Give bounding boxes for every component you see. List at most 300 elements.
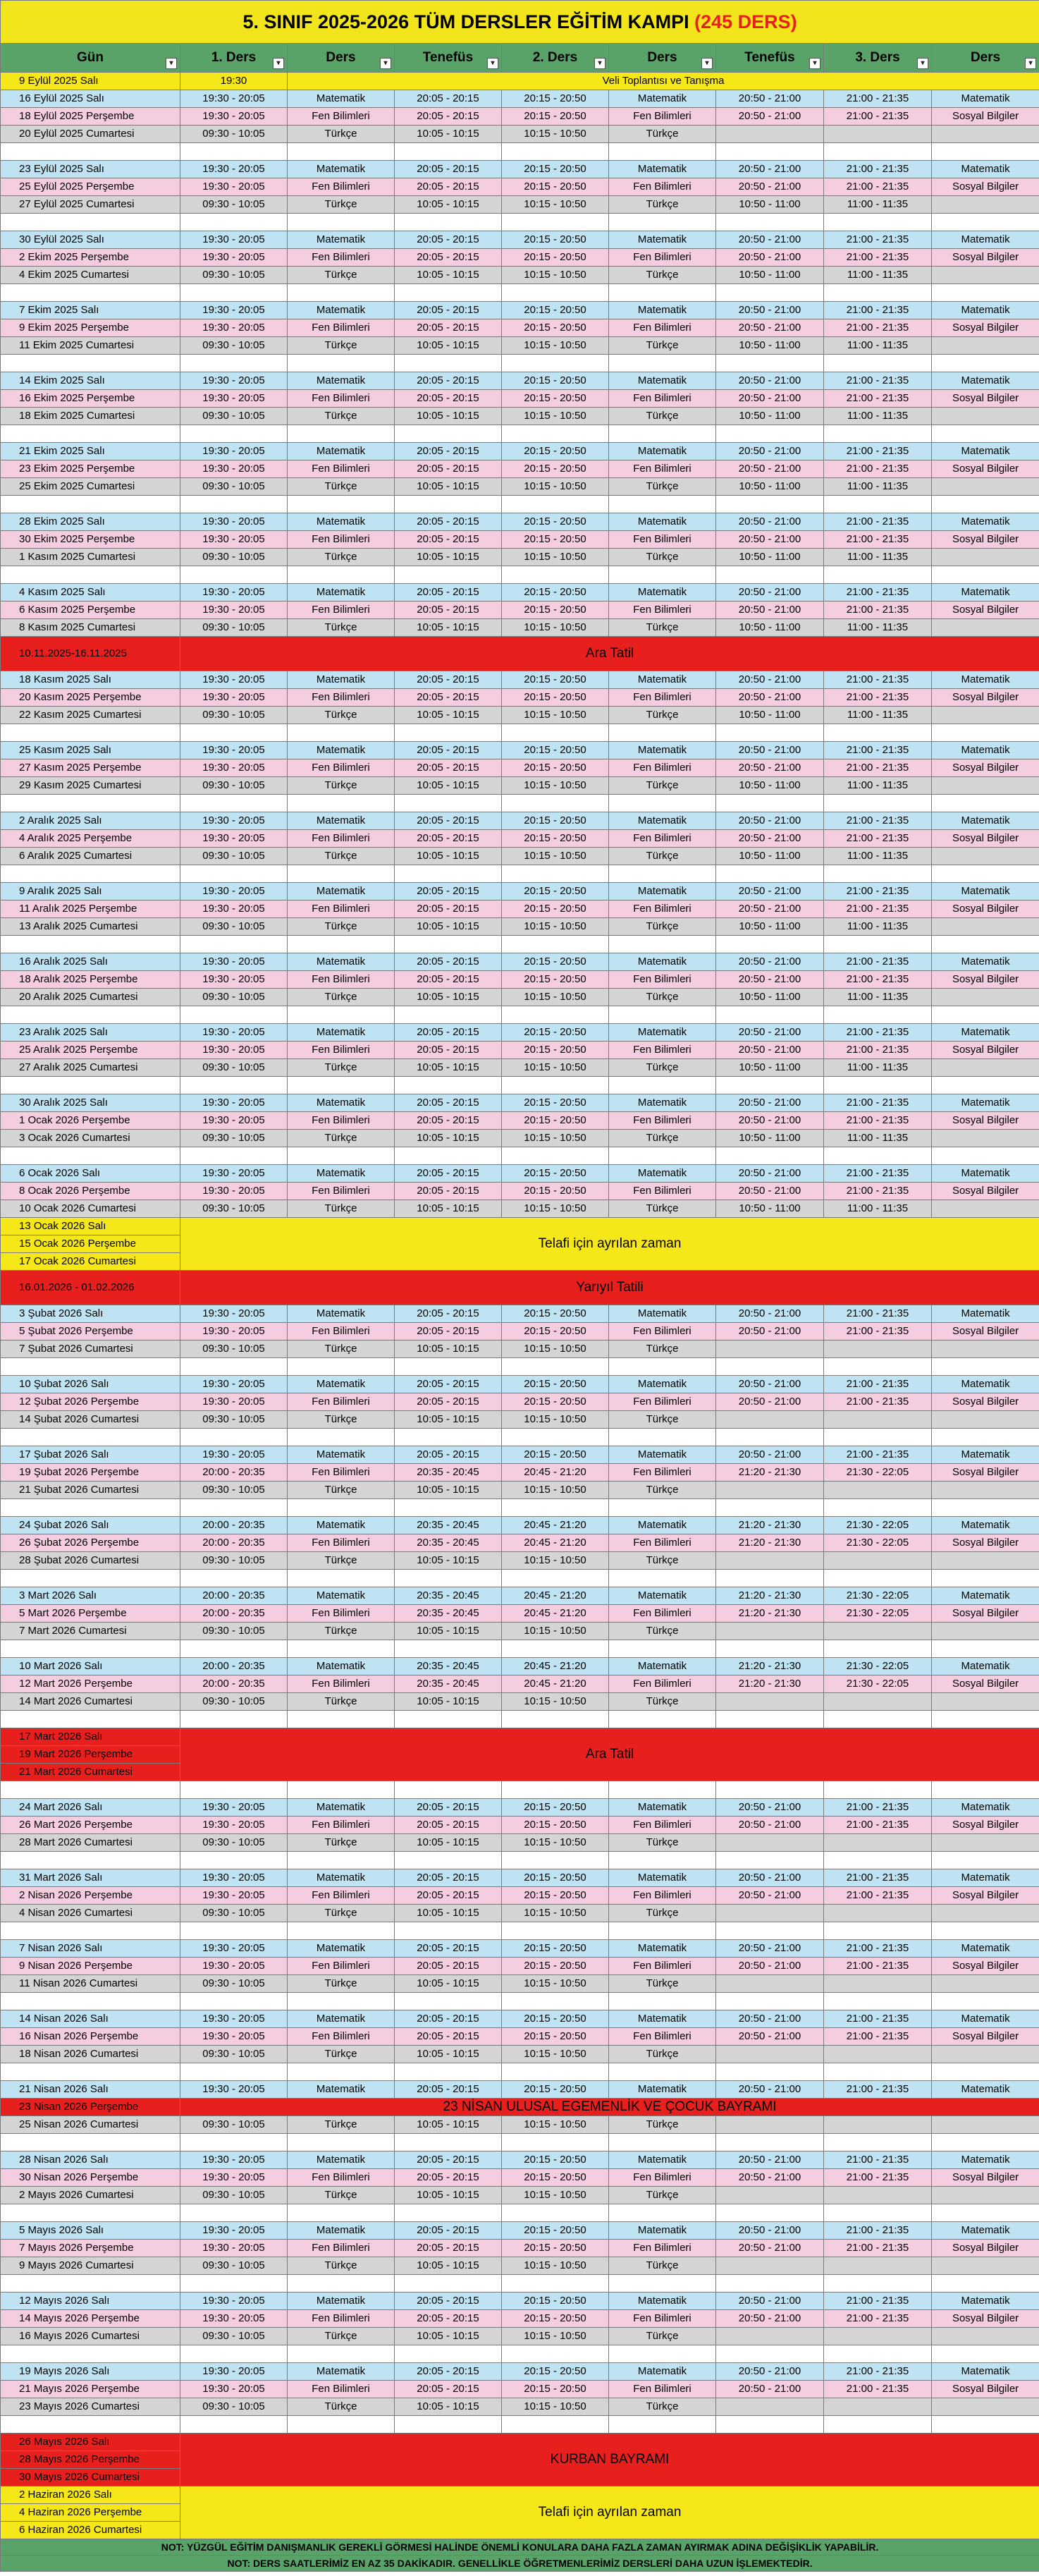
table-row xyxy=(1,1799,1039,1817)
cell-lesson-1-subject: Türkçe xyxy=(288,777,395,795)
table-row xyxy=(1,671,1039,689)
cell-lesson-2-time: 10:15 - 10:50 xyxy=(502,2257,609,2275)
cell-lesson-2-time: 20:15 - 20:50 xyxy=(502,883,609,901)
cell-lesson-1-subject: Türkçe xyxy=(288,2257,395,2275)
cell-break-2-time xyxy=(716,2257,824,2275)
empty-cell xyxy=(824,284,932,302)
empty-cell xyxy=(288,2275,395,2293)
cell-lesson-3-subject: Sosyal Bilgiler xyxy=(932,2169,1039,2187)
cell-lesson-3-subject: Sosyal Bilgiler xyxy=(932,1112,1039,1130)
empty-cell xyxy=(395,496,502,513)
cell-lesson-1-subject: Matematik xyxy=(288,1587,395,1605)
cell-lesson-3-time: 21:00 - 21:35 xyxy=(824,161,932,178)
empty-cell xyxy=(932,214,1039,231)
cell-lesson-2-subject: Fen Bilimleri xyxy=(609,2169,716,2187)
cell-lesson-1-subject: Fen Bilimleri xyxy=(288,1817,395,1834)
empty-cell xyxy=(932,795,1039,812)
cell-lesson-2-time: 20:15 - 20:50 xyxy=(502,2169,609,2187)
cell-lesson-3-time: 21:00 - 21:35 xyxy=(824,513,932,531)
empty-cell xyxy=(609,1852,716,1869)
cell-break-2-time: 20:50 - 21:00 xyxy=(716,2293,824,2310)
cell-lesson-3-time: 21:00 - 21:35 xyxy=(824,2222,932,2240)
empty-cell xyxy=(1,2345,180,2363)
cell-lesson-2-time: 10:15 - 10:50 xyxy=(502,408,609,425)
cell-lesson-1-time: 20:00 - 20:35 xyxy=(180,1658,288,1675)
cell-lesson-1-subject: Matematik xyxy=(288,1165,395,1183)
cell-lesson-3-subject: Matematik xyxy=(932,2151,1039,2169)
cell-lesson-1-subject: Matematik xyxy=(288,1376,395,1393)
empty-cell xyxy=(395,425,502,443)
empty-cell xyxy=(180,425,288,443)
cell-day: 21 Şubat 2026 Cumartesi xyxy=(1,1482,180,1499)
cell-break-2-time: 10:50 - 11:00 xyxy=(716,989,824,1006)
cell-lesson-3-subject: Matematik xyxy=(932,443,1039,460)
cell-lesson-3-subject xyxy=(932,1059,1039,1077)
cell-lesson-2-subject: Fen Bilimleri xyxy=(609,1887,716,1905)
empty-cell xyxy=(716,936,824,953)
table-row xyxy=(1,918,1039,936)
cell-lesson-2-time: 10:15 - 10:50 xyxy=(502,1834,609,1852)
cell-break-1-time: 10:05 - 10:15 xyxy=(395,2116,502,2134)
empty-cell xyxy=(502,2063,609,2081)
cell-lesson-1-subject: Türkçe xyxy=(288,1552,395,1570)
empty-cell xyxy=(932,143,1039,161)
cell-day: 20 Aralık 2025 Cumartesi xyxy=(1,989,180,1006)
cell-break-2-time xyxy=(716,1552,824,1570)
cell-lesson-1-subject: Fen Bilimleri xyxy=(288,1393,395,1411)
cell-lesson-3-subject xyxy=(932,2257,1039,2275)
empty-cell xyxy=(609,2345,716,2363)
cell-break-2-time: 20:50 - 21:00 xyxy=(716,1446,824,1464)
filter-dropdown-icon[interactable]: ▾ xyxy=(380,58,391,69)
empty-cell xyxy=(609,1499,716,1517)
cell-lesson-2-time: 20:15 - 20:50 xyxy=(502,161,609,178)
cell-break-1-time: 20:05 - 20:15 xyxy=(395,901,502,918)
cell-break-2-time xyxy=(716,1411,824,1429)
cell-day: 23 Aralık 2025 Salı xyxy=(1,1024,180,1042)
cell-day: 14 Mayıs 2026 Perşembe xyxy=(1,2310,180,2328)
cell-lesson-1-time: 19:30 - 20:05 xyxy=(180,1869,288,1887)
cell-lesson-2-subject: Türkçe xyxy=(609,918,716,936)
cell-break-1-time: 20:05 - 20:15 xyxy=(395,231,502,249)
cell-lesson-2-subject: Fen Bilimleri xyxy=(609,390,716,408)
cell-lesson-1-time: 20:00 - 20:35 xyxy=(180,1675,288,1693)
cell-break-1-time: 10:05 - 10:15 xyxy=(395,777,502,795)
table-row xyxy=(1,953,1039,971)
empty-cell xyxy=(1,1922,180,1940)
cell-lesson-1-subject: Türkçe xyxy=(288,1200,395,1218)
empty-cell xyxy=(609,1147,716,1165)
empty-cell xyxy=(609,425,716,443)
table-row xyxy=(1,337,1039,355)
spacer-row xyxy=(1,1429,1039,1446)
cell-day: 30 Eylül 2025 Salı xyxy=(1,231,180,249)
cell-lesson-2-time: 20:15 - 20:50 xyxy=(502,302,609,319)
cell-lesson-3-time: 21:30 - 22:05 xyxy=(824,1587,932,1605)
empty-cell xyxy=(395,1711,502,1728)
empty-cell xyxy=(609,355,716,372)
empty-cell xyxy=(502,566,609,584)
cell-lesson-3-time: 21:00 - 21:35 xyxy=(824,319,932,337)
cell-break-1-time: 10:05 - 10:15 xyxy=(395,478,502,496)
cell-break-1-time: 20:05 - 20:15 xyxy=(395,2310,502,2328)
table-row xyxy=(1,178,1039,196)
table-row xyxy=(1,1446,1039,1464)
empty-cell xyxy=(716,2204,824,2222)
cell-lesson-3-time xyxy=(824,2046,932,2063)
cell-lesson-1-subject: Matematik xyxy=(288,2363,395,2381)
empty-cell xyxy=(609,724,716,742)
cell-day: 4 Haziran 2026 Perşembe xyxy=(1,2504,180,2522)
table-row xyxy=(1,848,1039,865)
cell-lesson-2-time: 20:15 - 20:50 xyxy=(502,2010,609,2028)
title-main: 5. SINIF 2025-2026 TÜM DERSLER EĞİTİM KAMPI xyxy=(242,11,689,32)
empty-cell xyxy=(824,1147,932,1165)
cell-lesson-1-time: 09:30 - 10:05 xyxy=(180,2257,288,2275)
cell-lesson-3-time xyxy=(824,1552,932,1570)
cell-lesson-2-subject: Fen Bilimleri xyxy=(609,1464,716,1482)
cell-break-2-time: 10:50 - 11:00 xyxy=(716,848,824,865)
cell-lesson-2-subject: Türkçe xyxy=(609,848,716,865)
cell-lesson-3-subject: Matematik xyxy=(932,231,1039,249)
cell-lesson-2-subject: Türkçe xyxy=(609,196,716,214)
cell-lesson-2-subject: Matematik xyxy=(609,2010,716,2028)
cell-break-1-time: 10:05 - 10:15 xyxy=(395,2257,502,2275)
cell-lesson-1-subject: Matematik xyxy=(288,2151,395,2169)
cell-lesson-2-subject: Türkçe xyxy=(609,1200,716,1218)
cell-break-1-time: 10:05 - 10:15 xyxy=(395,1552,502,1570)
cell-day: 4 Nisan 2026 Cumartesi xyxy=(1,1905,180,1922)
cell-lesson-2-time: 20:15 - 20:50 xyxy=(502,1817,609,1834)
cell-break-2-time: 20:50 - 21:00 xyxy=(716,108,824,126)
empty-cell xyxy=(502,724,609,742)
cell-break-1-time: 20:05 - 20:15 xyxy=(395,390,502,408)
cell-lesson-2-time: 10:15 - 10:50 xyxy=(502,196,609,214)
cell-lesson-1-subject: Türkçe xyxy=(288,126,395,143)
empty-cell xyxy=(502,1993,609,2010)
cell-lesson-1-time: 19:30 - 20:05 xyxy=(180,178,288,196)
empty-cell xyxy=(824,2416,932,2434)
cell-break-1-time: 20:05 - 20:15 xyxy=(395,302,502,319)
cell-lesson-3-time: 11:00 - 11:35 xyxy=(824,989,932,1006)
empty-cell xyxy=(824,496,932,513)
cell-lesson-3-subject: Matematik xyxy=(932,1446,1039,1464)
cell-break-1-time: 20:05 - 20:15 xyxy=(395,1817,502,1834)
cell-break-1-time: 10:05 - 10:15 xyxy=(395,2046,502,2063)
spacer-row xyxy=(1,425,1039,443)
cell-lesson-3-time xyxy=(824,1834,932,1852)
cell-lesson-3-time: 21:00 - 21:35 xyxy=(824,953,932,971)
cell-lesson-3-subject: Matematik xyxy=(932,372,1039,390)
cell-lesson-1-time: 19:30 - 20:05 xyxy=(180,2028,288,2046)
empty-cell xyxy=(824,2345,932,2363)
cell-lesson-1-subject: Türkçe xyxy=(288,1482,395,1499)
cell-break-1-time: 20:05 - 20:15 xyxy=(395,2169,502,2187)
empty-cell xyxy=(395,1499,502,1517)
filter-dropdown-icon[interactable]: ▾ xyxy=(166,58,177,69)
cell-lesson-1-time: 19:30 - 20:05 xyxy=(180,602,288,619)
empty-cell xyxy=(609,1429,716,1446)
empty-cell xyxy=(180,865,288,883)
filter-dropdown-icon[interactable]: ▾ xyxy=(809,58,820,69)
cell-day: 12 Şubat 2026 Perşembe xyxy=(1,1393,180,1411)
cell-lesson-3-time: 21:00 - 21:35 xyxy=(824,1393,932,1411)
empty-cell xyxy=(1,214,180,231)
cell-day: 10 Mart 2026 Salı xyxy=(1,1658,180,1675)
empty-cell xyxy=(716,1006,824,1024)
empty-cell xyxy=(288,2345,395,2363)
cell-day: 3 Şubat 2026 Salı xyxy=(1,1305,180,1323)
empty-cell xyxy=(1,2063,180,2081)
cell-day: 9 Mayıs 2026 Cumartesi xyxy=(1,2257,180,2275)
cell-lesson-2-subject: Fen Bilimleri xyxy=(609,2240,716,2257)
table-row xyxy=(1,1059,1039,1077)
empty-cell xyxy=(824,1711,932,1728)
cell-day: 2 Mayıs 2026 Cumartesi xyxy=(1,2187,180,2204)
cell-break-1-time: 20:05 - 20:15 xyxy=(395,2222,502,2240)
cell-lesson-3-subject: Matematik xyxy=(932,513,1039,531)
empty-cell xyxy=(502,284,609,302)
table-row xyxy=(1,971,1039,989)
cell-lesson-3-subject xyxy=(932,337,1039,355)
cell-lesson-1-subject: Türkçe xyxy=(288,1130,395,1147)
cell-break-2-time: 21:20 - 21:30 xyxy=(716,1675,824,1693)
cell-lesson-1-subject: Matematik xyxy=(288,443,395,460)
cell-lesson-2-time: 20:45 - 21:20 xyxy=(502,1517,609,1534)
empty-cell xyxy=(932,865,1039,883)
table-row xyxy=(1,2046,1039,2063)
cell-lesson-2-time: 20:15 - 20:50 xyxy=(502,390,609,408)
cell-lesson-2-subject: Matematik xyxy=(609,812,716,830)
cell-lesson-2-subject: Türkçe xyxy=(609,1341,716,1358)
cell-lesson-3-subject: Sosyal Bilgiler xyxy=(932,531,1039,549)
cell-lesson-3-subject xyxy=(932,1200,1039,1218)
cell-break-1-time: 10:05 - 10:15 xyxy=(395,848,502,865)
table-row xyxy=(1,1341,1039,1358)
empty-cell xyxy=(502,143,609,161)
cell-break-2-time: 20:50 - 21:00 xyxy=(716,1393,824,1411)
cell-lesson-2-time: 20:15 - 20:50 xyxy=(502,759,609,777)
cell-day: 29 Kasım 2025 Cumartesi xyxy=(1,777,180,795)
cell-lesson-2-subject: Fen Bilimleri xyxy=(609,2310,716,2328)
cell-lesson-1-subject: Matematik xyxy=(288,1305,395,1323)
cell-lesson-1-time: 19:30 - 20:05 xyxy=(180,1305,288,1323)
empty-cell xyxy=(824,1993,932,2010)
filter-dropdown-icon[interactable]: ▾ xyxy=(273,58,284,69)
cell-lesson-1-time: 09:30 - 10:05 xyxy=(180,2187,288,2204)
holiday-row xyxy=(1,1271,1039,1305)
empty-cell xyxy=(824,1006,932,1024)
cell-lesson-1-subject: Fen Bilimleri xyxy=(288,1464,395,1482)
table-row xyxy=(1,161,1039,178)
empty-cell xyxy=(716,724,824,742)
empty-cell xyxy=(609,1922,716,1940)
cell-lesson-3-time: 21:00 - 21:35 xyxy=(824,1024,932,1042)
spacer-row xyxy=(1,2416,1039,2434)
cell-lesson-1-subject: Fen Bilimleri xyxy=(288,2169,395,2187)
cell-lesson-2-time: 20:45 - 21:20 xyxy=(502,1464,609,1482)
cell-break-1-time: 20:05 - 20:15 xyxy=(395,2010,502,2028)
cell-break-1-time: 20:05 - 20:15 xyxy=(395,1393,502,1411)
cell-break-2-time: 20:50 - 21:00 xyxy=(716,1024,824,1042)
empty-cell xyxy=(824,2275,932,2293)
cell-day: 14 Nisan 2026 Salı xyxy=(1,2010,180,2028)
cell-lesson-3-time: 21:30 - 22:05 xyxy=(824,1675,932,1693)
cell-break-2-time xyxy=(716,2187,824,2204)
cell-lesson-2-time: 20:15 - 20:50 xyxy=(502,1958,609,1975)
cell-lesson-2-subject: Türkçe xyxy=(609,707,716,724)
cell-day: 16 Nisan 2026 Perşembe xyxy=(1,2028,180,2046)
empty-cell xyxy=(180,2063,288,2081)
cell-lesson-1-subject: Fen Bilimleri xyxy=(288,319,395,337)
cell-lesson-2-subject: Matematik xyxy=(609,231,716,249)
cell-day: 4 Ekim 2025 Cumartesi xyxy=(1,267,180,284)
cell-day: 11 Nisan 2026 Cumartesi xyxy=(1,1975,180,1993)
cell-lesson-1-time: 19:30 - 20:05 xyxy=(180,2363,288,2381)
cell-lesson-2-time: 10:15 - 10:50 xyxy=(502,2398,609,2416)
cell-lesson-2-time: 20:15 - 20:50 xyxy=(502,231,609,249)
cell-break-1-time: 20:05 - 20:15 xyxy=(395,584,502,602)
table-row xyxy=(1,1411,1039,1429)
cell-lesson-1-time: 19:30 - 20:05 xyxy=(180,883,288,901)
cell-break-2-time: 10:50 - 11:00 xyxy=(716,619,824,637)
cell-lesson-1-time: 19:30 - 20:05 xyxy=(180,372,288,390)
cell-lesson-2-subject: Matematik xyxy=(609,671,716,689)
cell-lesson-1-subject: Fen Bilimleri xyxy=(288,460,395,478)
cell-break-2-time: 20:50 - 21:00 xyxy=(716,390,824,408)
empty-cell xyxy=(502,2134,609,2151)
cell-break-1-time: 20:35 - 20:45 xyxy=(395,1534,502,1552)
cell-lesson-3-time: 21:00 - 21:35 xyxy=(824,2310,932,2328)
cell-lesson-1-time: 19:30 - 20:05 xyxy=(180,108,288,126)
cell-break-1-time: 10:05 - 10:15 xyxy=(395,1905,502,1922)
filter-dropdown-icon[interactable]: ▾ xyxy=(594,58,605,69)
empty-cell xyxy=(932,724,1039,742)
cell-lesson-1-time: 09:30 - 10:05 xyxy=(180,989,288,1006)
cell-lesson-2-subject: Matematik xyxy=(609,2363,716,2381)
cell-lesson-2-subject: Matematik xyxy=(609,1446,716,1464)
table-row xyxy=(1,2310,1039,2328)
empty-cell xyxy=(395,1852,502,1869)
spacer-row xyxy=(1,143,1039,161)
spacer-row xyxy=(1,1006,1039,1024)
empty-cell xyxy=(395,2275,502,2293)
empty-cell xyxy=(180,1358,288,1376)
cell-lesson-1-time: 19:30 - 20:05 xyxy=(180,812,288,830)
empty-cell xyxy=(932,1077,1039,1094)
cell-lesson-3-time: 21:00 - 21:35 xyxy=(824,1042,932,1059)
cell-lesson-2-subject: Matematik xyxy=(609,883,716,901)
empty-cell xyxy=(609,1077,716,1094)
filter-dropdown-icon[interactable]: ▾ xyxy=(917,58,928,69)
cell-lesson-2-time: 20:15 - 20:50 xyxy=(502,602,609,619)
empty-cell xyxy=(288,936,395,953)
cell-lesson-2-subject: Matematik xyxy=(609,584,716,602)
cell-day: 9 Ekim 2025 Perşembe xyxy=(1,319,180,337)
cell-break-1-time: 10:05 - 10:15 xyxy=(395,918,502,936)
cell-lesson-1-subject: Matematik xyxy=(288,372,395,390)
cell-lesson-3-subject: Sosyal Bilgiler xyxy=(932,1887,1039,1905)
table-row xyxy=(1,1024,1039,1042)
cell-day: 18 Ekim 2025 Cumartesi xyxy=(1,408,180,425)
cell-lesson-1-time: 09:30 - 10:05 xyxy=(180,1552,288,1570)
cell-lesson-2-subject: Matematik xyxy=(609,90,716,108)
cell-day: 23 Eylül 2025 Salı xyxy=(1,161,180,178)
empty-cell xyxy=(824,1499,932,1517)
cell-lesson-1-time: 09:30 - 10:05 xyxy=(180,1623,288,1640)
cell-break-2-time: 20:50 - 21:00 xyxy=(716,1817,824,1834)
table-row xyxy=(1,1940,1039,1958)
cell-break-1-time: 20:05 - 20:15 xyxy=(395,1112,502,1130)
empty-cell xyxy=(180,1852,288,1869)
filter-dropdown-icon[interactable]: ▾ xyxy=(701,58,713,69)
table-row xyxy=(1,2293,1039,2310)
cell-day: 7 Mayıs 2026 Perşembe xyxy=(1,2240,180,2257)
filter-dropdown-icon[interactable]: ▾ xyxy=(487,58,498,69)
cell-lesson-3-subject: Matematik xyxy=(932,1024,1039,1042)
empty-cell xyxy=(932,566,1039,584)
cell-break-1-time: 10:05 - 10:15 xyxy=(395,619,502,637)
cell-lesson-1-subject: Matematik xyxy=(288,2293,395,2310)
cell-lesson-3-time: 21:00 - 21:35 xyxy=(824,460,932,478)
cell-lesson-1-time: 19:30 - 20:05 xyxy=(180,390,288,408)
spacer-row xyxy=(1,1358,1039,1376)
cell-lesson-1-time: 09:30 - 10:05 xyxy=(180,1200,288,1218)
cell-lesson-1-subject: Türkçe xyxy=(288,1834,395,1852)
cell-break-1-time: 20:05 - 20:15 xyxy=(395,812,502,830)
cell-day: 24 Şubat 2026 Salı xyxy=(1,1517,180,1534)
cell-lesson-3-time: 21:00 - 21:35 xyxy=(824,901,932,918)
cell-lesson-2-subject: Fen Bilimleri xyxy=(609,971,716,989)
empty-cell xyxy=(1,1429,180,1446)
column-header-label: Tenefüs xyxy=(744,50,795,65)
cell-day: 28 Şubat 2026 Cumartesi xyxy=(1,1552,180,1570)
cell-break-2-time: 20:50 - 21:00 xyxy=(716,531,824,549)
cell-lesson-2-time: 20:15 - 20:50 xyxy=(502,2081,609,2099)
cell-lesson-2-time: 10:15 - 10:50 xyxy=(502,1059,609,1077)
cell-lesson-1-subject: Türkçe xyxy=(288,196,395,214)
empty-cell xyxy=(180,566,288,584)
cell-lesson-3-time: 21:00 - 21:35 xyxy=(824,1887,932,1905)
cell-lesson-2-subject: Türkçe xyxy=(609,337,716,355)
cell-break-2-time: 21:20 - 21:30 xyxy=(716,1587,824,1605)
cell-lesson-2-time: 20:15 - 20:50 xyxy=(502,1042,609,1059)
cell-break-2-time: 10:50 - 11:00 xyxy=(716,478,824,496)
cell-lesson-2-subject: Türkçe xyxy=(609,126,716,143)
cell-lesson-1-subject: Türkçe xyxy=(288,989,395,1006)
cell-lesson-1-time: 09:30 - 10:05 xyxy=(180,2328,288,2345)
empty-cell xyxy=(824,2063,932,2081)
cell-lesson-3-subject xyxy=(932,2116,1039,2134)
cell-break-1-time: 20:05 - 20:15 xyxy=(395,1958,502,1975)
cell-lesson-3-time: 21:00 - 21:35 xyxy=(824,302,932,319)
table-row xyxy=(1,443,1039,460)
empty-cell xyxy=(824,2134,932,2151)
cell-break-2-time: 20:50 - 21:00 xyxy=(716,1112,824,1130)
cell-lesson-3-time: 21:00 - 21:35 xyxy=(824,1869,932,1887)
filter-dropdown-icon[interactable]: ▾ xyxy=(1025,58,1036,69)
cell-lesson-3-subject: Matematik xyxy=(932,1869,1039,1887)
empty-cell xyxy=(932,2063,1039,2081)
empty-cell xyxy=(180,143,288,161)
empty-cell xyxy=(288,1711,395,1728)
cell-day: 5 Mart 2026 Perşembe xyxy=(1,1605,180,1623)
empty-cell xyxy=(716,865,824,883)
cell-makeup-label: Telafi için ayrılan zaman xyxy=(180,2486,1039,2539)
empty-cell xyxy=(288,1781,395,1799)
cell-lesson-1-subject: Fen Bilimleri xyxy=(288,1605,395,1623)
empty-cell xyxy=(180,1640,288,1658)
